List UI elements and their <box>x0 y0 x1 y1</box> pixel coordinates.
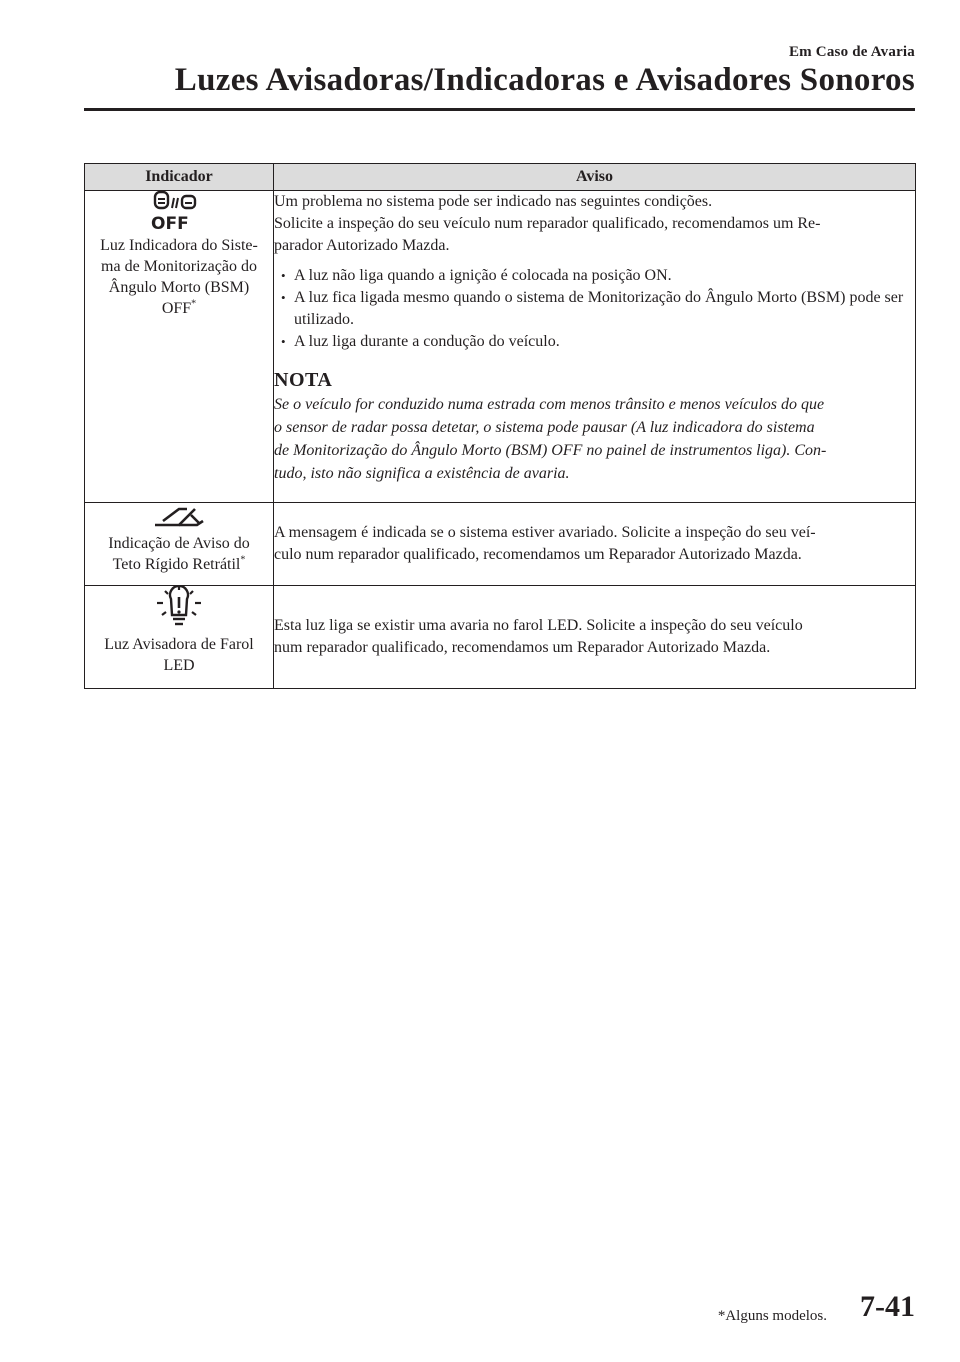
asterisk: * <box>240 554 246 566</box>
table-row <box>85 503 916 586</box>
indicator-cell <box>85 503 274 586</box>
table-row <box>85 586 916 689</box>
asterisk: * <box>191 298 197 310</box>
indicator-label-line: LED <box>163 657 195 674</box>
warning-cell <box>274 586 916 689</box>
bullet-item: • A luz liga durante a condução do veículo. <box>274 331 915 353</box>
note-line: de Monitorização do Ângulo Morto (BSM) OFF no painel de instrumentos liga). Con- <box>274 442 827 459</box>
footnote: *Alguns modelos. <box>717 1308 827 1324</box>
page-title: Luzes Avisadoras/Indicadoras e Avisadores Sonoros <box>174 62 915 98</box>
table-header-row <box>85 164 916 191</box>
bullet-item: • A luz fica ligada mesmo quando o sistema de Monitorização do Ângulo Morto (BSM) pode ser utilizado. <box>274 287 915 331</box>
text-line: A mensagem é indicada se o sistema estiver avariado. Solicite a inspeção do seu veí- <box>274 524 816 541</box>
bullet-list <box>274 265 915 353</box>
warning-cell <box>274 191 916 503</box>
indicator-label-line: Indicação de Aviso do <box>108 535 250 552</box>
note-heading: NOTA <box>274 369 333 391</box>
title-rule <box>84 108 915 111</box>
indicator-label-line: Ângulo Morto (BSM) <box>108 279 250 296</box>
indicator-cell <box>85 191 274 503</box>
retractable-hardtop-icon <box>151 503 207 529</box>
indicator-label-text: OFF <box>161 300 192 317</box>
text-line: Esta luz liga se existir uma avaria no farol LED. Solicite a inspeção do seu veículo <box>274 617 803 634</box>
indicator-label-line: ma de Monitorização do <box>101 258 257 275</box>
indicator-label-line: Luz Avisadora de Farol <box>104 636 254 653</box>
intro-line: parador Autorizado Mazda. <box>274 237 450 254</box>
page-number: 7-41 <box>860 1290 915 1323</box>
column-header-indicator: Indicador <box>85 164 274 191</box>
bullet-item: • A luz não liga quando a ignição é colocada na posição ON. <box>274 265 915 287</box>
table-row <box>85 191 916 503</box>
note-line: o sensor de radar possa detetar, o sistema pode pausar (A luz indicadora do sistema <box>274 419 815 436</box>
warning-cell <box>274 503 916 586</box>
indicator-label-line <box>85 554 273 575</box>
intro-line: Solicite a inspeção do seu veículo num reparador qualificado, recomendamos um Re- <box>274 215 821 232</box>
text-line: culo num reparador qualificado, recomendamos um Reparador Autorizado Mazda. <box>274 546 802 563</box>
intro-line: Um problema no sistema pode ser indicado nas seguintes condições. <box>274 193 713 210</box>
section-label: Em Caso de Avaria <box>788 44 915 60</box>
indicator-label-line <box>85 298 273 319</box>
led-headlight-warning-icon <box>153 586 205 630</box>
bsm-off-icon <box>149 191 209 231</box>
note-line: Se o veículo for conduzido numa estrada com menos trânsito e menos veículos do que <box>274 396 825 413</box>
column-header-warning: Aviso <box>274 164 916 191</box>
indicator-label-text: Teto Rígido Retrátil <box>112 556 241 573</box>
svg-text:OFF: OFF <box>151 214 189 231</box>
indicator-table <box>84 163 916 689</box>
indicator-label-line: Luz Indicadora do Siste- <box>100 237 258 254</box>
indicator-cell <box>85 586 274 689</box>
note-line: tudo, isto não significa a existência de avaria. <box>274 465 570 482</box>
text-line: num reparador qualificado, recomendamos um Reparador Autorizado Mazda. <box>274 639 771 656</box>
